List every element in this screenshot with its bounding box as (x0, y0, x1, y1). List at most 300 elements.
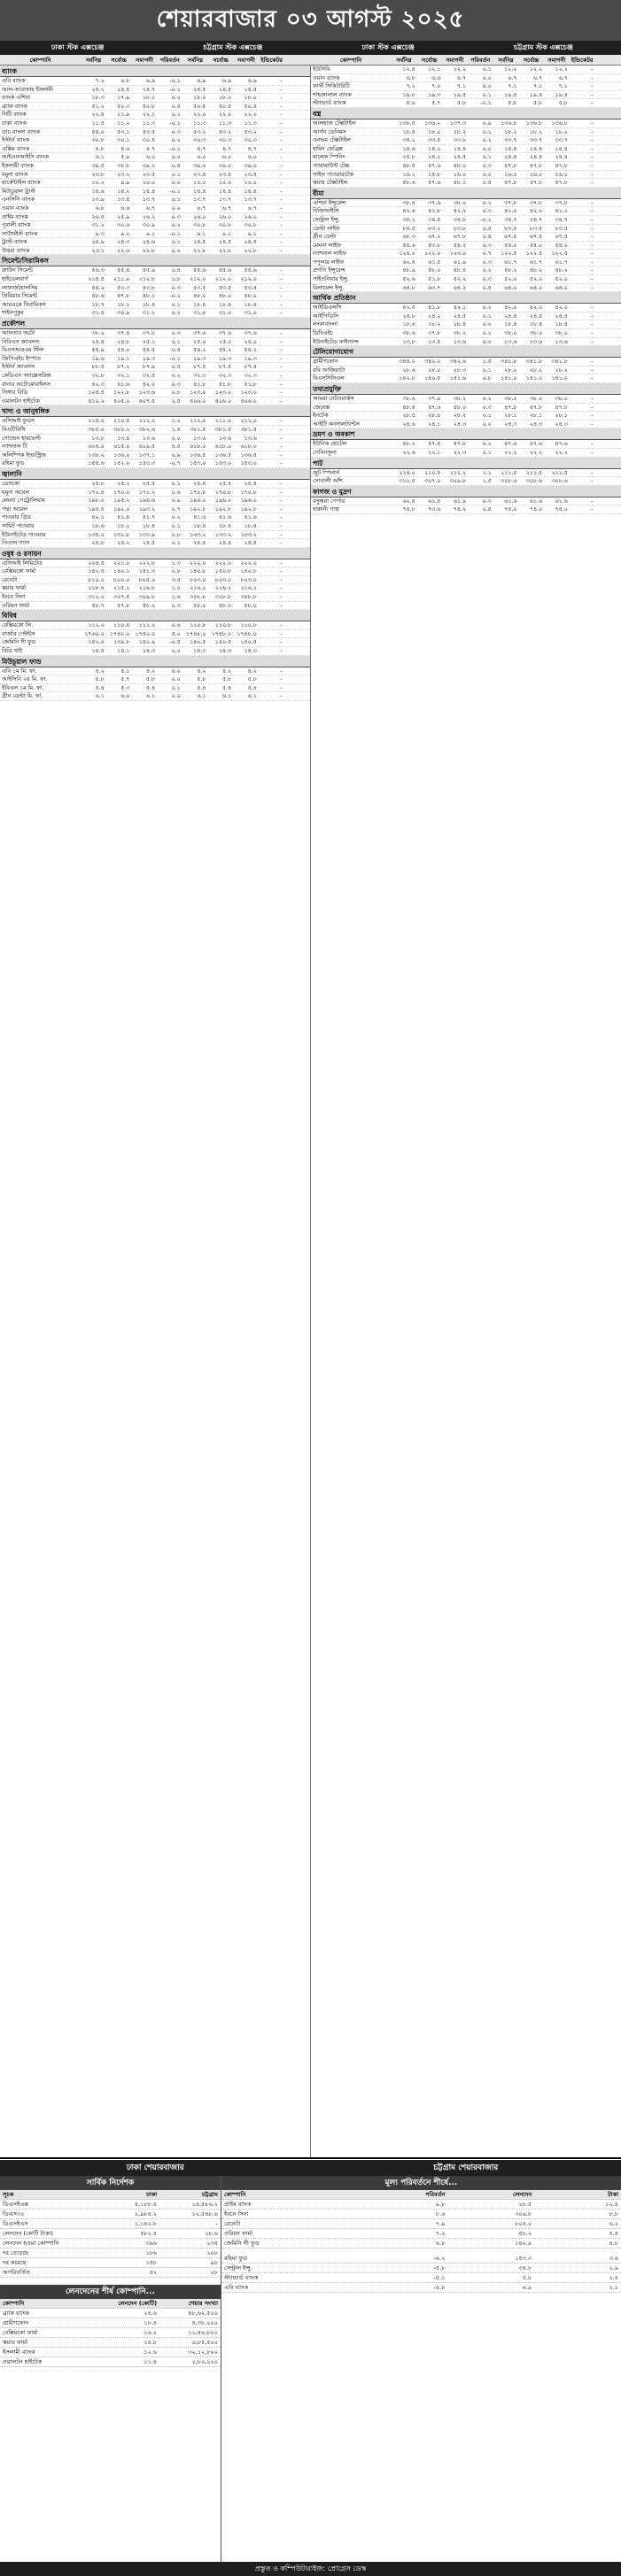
company-name: শাহজালাল ব্যাংক (313, 91, 352, 98)
price-cell: ০.১ (171, 540, 181, 547)
price-cell: ২৮.১ (504, 413, 517, 420)
price-cell: ১৪০.৫ (240, 639, 257, 646)
price-cell: ২৩.৪ (218, 171, 232, 178)
price-cell: ০.০ (482, 83, 492, 90)
company-name: এনভয় টেক্সটাইল (313, 137, 351, 144)
price-cell: ২১৫.২ (113, 585, 130, 592)
price-cell: - (591, 100, 594, 107)
price-cell: ১৯.৩ (244, 355, 257, 362)
price-cell: ১২.২ (504, 66, 517, 73)
mini-table-row (221, 2210, 621, 2219)
price-cell: ৬৪.৮ (402, 284, 415, 291)
price-cell: - (591, 413, 594, 420)
price-cell: ৩৪১.৮ (525, 359, 543, 366)
price-cell: ১৩৬.২ (424, 120, 441, 127)
price-cell: ১৩.৬ (193, 435, 206, 442)
price-cell: - (280, 540, 283, 547)
price-cell: ২৪.৪ (504, 154, 517, 161)
col-close: সমাপনী (135, 57, 153, 64)
company-name: বিজিআইসি (313, 208, 339, 215)
price-cell: ৩০৮.৮ (240, 594, 257, 601)
company-name: জেমিনি সী ফুড (2, 639, 36, 646)
price-cell: - (280, 418, 283, 425)
price-cell: ৪৭.৮ (555, 404, 568, 411)
price-cell: ৫৪.০ (117, 347, 130, 354)
company-name: ডাচ-বাংলা ব্যাংক (2, 128, 40, 135)
price-cell: ১২৪.০ (399, 251, 415, 258)
price-cell: ৮০৩.০ (240, 576, 257, 583)
price-cell: ৪৮.২ (504, 267, 517, 274)
price-cell: ৪২.০ (555, 208, 568, 215)
price-cell: ৪৮.৪ (402, 404, 415, 411)
price-cell: ৬১৮.০ (190, 443, 206, 451)
price-cell: ৪৭.৮ (504, 162, 517, 169)
mini-cell: ১৫৮ (145, 2259, 158, 2266)
price-cell: ২৫.০ (244, 338, 257, 345)
table-row (0, 576, 310, 585)
price-cell: ৩৭.৮ (555, 199, 568, 206)
price-cell: ১৩৬.৮ (501, 120, 517, 127)
price-cell: ৪.২ (247, 667, 257, 675)
price-cell: ১২২.৫ (501, 251, 517, 258)
price-cell: ৩৭.৬ (193, 330, 206, 337)
price-cell: ৪১.৮ (218, 381, 232, 388)
price-cell: ৭.১ (532, 83, 543, 90)
price-cell: ২৪.৪ (193, 540, 206, 547)
price-cell: ৪.৫ (171, 443, 181, 451)
table-row (0, 426, 310, 435)
price-cell: ২৪.৪ (529, 154, 543, 161)
price-cell: ৪.৭ (247, 145, 257, 152)
price-cell: ৬.৮ (406, 74, 415, 81)
price-cell: ৭৪.০ (529, 506, 543, 513)
price-cell: ১৩৯.৮ (113, 639, 130, 646)
table-row (311, 99, 621, 108)
price-cell: ৪৭.৮ (529, 162, 543, 169)
col-high: সর্বোচ্চ (213, 57, 229, 64)
mini-cell: ১০৮ (206, 2249, 218, 2256)
price-cell: ১৯২.০ (113, 505, 130, 513)
price-cell: ২৪.৩ (529, 420, 543, 428)
price-cell: ১৪০.৮ (214, 568, 232, 575)
price-cell: ৫৪.২ (244, 347, 257, 354)
price-cell: ২২.০ (244, 112, 257, 119)
price-cell: ২৪.৫ (117, 86, 130, 93)
price-cell: -০.২ (169, 293, 181, 300)
table-row (311, 338, 621, 347)
price-tables (0, 66, 621, 2159)
price-cell: ৪৭.৮ (555, 162, 568, 169)
table-row (311, 120, 621, 128)
company-name: ব্র্যাক ব্যাংক (2, 103, 27, 110)
price-cell: ৬১.৫ (428, 258, 441, 266)
price-cell: ১৪.৫ (91, 648, 105, 655)
company-name: ডেল্টা লাইফ (313, 225, 340, 232)
mini-cell: ১১,৪৬,৮০০ (188, 2329, 218, 2336)
price-cell: ৪২.০ (142, 381, 156, 388)
table-row (0, 602, 310, 611)
price-cell: ৪.২ (145, 667, 156, 675)
price-cell: ০.১ (171, 239, 181, 246)
company-name: গ্রীন ডেল্টা মি. ফা. (2, 693, 43, 700)
price-cell: ৪৮.১ (142, 293, 156, 300)
price-cell: ৫৩.৮ (142, 284, 156, 291)
table-row (311, 505, 621, 514)
price-cell: ১.৫ (482, 359, 492, 366)
mini-cell: ২৮ (210, 2269, 218, 2276)
price-cell: - (280, 684, 283, 691)
price-cell: ২৪.৪ (504, 312, 517, 320)
price-cell: ২৮.২ (453, 413, 467, 420)
price-cell: ৮৩.৫ (529, 225, 543, 232)
price-cell: -০.৭ (169, 460, 181, 467)
company-name: ইউনাইটেড ফাইন্যান্স (313, 338, 359, 345)
price-cell: ৩০৮.৬ (501, 478, 517, 485)
price-cell: ৪২.১ (91, 514, 105, 521)
price-cell: ১৮.৪ (244, 522, 257, 529)
price-cell: ২২২.০ (214, 559, 232, 567)
table-row (311, 136, 621, 145)
price-cell: ২৫.৪ (218, 480, 232, 487)
price-cell: ১৩৩.২ (190, 531, 206, 538)
price-cell: ৬৮.৩ (402, 234, 415, 241)
price-cell: ০.১ (171, 301, 181, 308)
company-name: আইপিডিসি (313, 312, 339, 320)
mini-cell: ডিএস৩০ (3, 2210, 25, 2217)
table-row (0, 480, 310, 489)
price-cell: - (591, 497, 594, 505)
company-name: ইনটেক (313, 413, 329, 420)
price-cell: ১৮.১ (142, 95, 156, 102)
price-cell: ২২.২ (504, 449, 517, 456)
price-cell: ০.০ (171, 648, 181, 655)
price-cell: ১৩৬.০ (113, 451, 130, 459)
price-cell: ২৮.১ (529, 413, 543, 420)
sector-heading (311, 486, 621, 497)
company-name: রহিমা ফুড (2, 460, 25, 467)
price-cell: - (591, 145, 594, 152)
header-cell: পরিবর্তন (425, 2191, 446, 2198)
mini-cell: ৬.৮ (435, 2240, 446, 2247)
company-name: ইস্টার্ন ক্যাবলস (2, 364, 35, 371)
price-cell: ৫২.২ (453, 276, 467, 283)
price-cell: ৪৮.২ (555, 267, 568, 274)
price-cell: ০.৩ (482, 276, 492, 283)
index-panel (0, 2176, 221, 2576)
col-company: কোম্পানি (29, 57, 51, 64)
price-cell: ১৩.৭ (218, 197, 232, 204)
price-cell: ২৫.০ (193, 338, 206, 345)
mini-cell: ১,৯৮৪.২ (134, 2210, 158, 2217)
col-indicator: ইন্ডিকেটর (260, 57, 283, 64)
price-cell: ৬১.৭ (529, 258, 543, 266)
price-cell: ১৭১.২ (138, 489, 156, 496)
price-cell: ৩১.০ (218, 310, 232, 317)
price-cell: ৫৫.৪ (117, 267, 130, 274)
price-cell: ০.১ (482, 449, 492, 456)
price-cell: - (591, 284, 594, 291)
table-row (0, 86, 310, 95)
price-cell: ০.১ (171, 480, 181, 487)
price-cell: ৫.৮ (221, 676, 232, 683)
price-cell: ৩৩.৭ (555, 137, 568, 144)
mini-cell: ৯.৮ (435, 2201, 446, 2208)
price-cell: ৪৮.০ (453, 162, 467, 169)
table-row (311, 233, 621, 242)
price-cell: ৭৪.২ (453, 506, 467, 513)
price-cell: ৩৮.০ (504, 330, 517, 337)
price-cell: ১২৩.০ (240, 389, 257, 397)
price-cell: ২৪.৯ (91, 239, 105, 246)
price-cell: ১৪.৩ (142, 648, 156, 655)
price-cell: - (280, 355, 283, 362)
price-cell: ৩০৮.৬ (525, 478, 543, 485)
price-cell: ২৬.০ (244, 213, 257, 220)
table-row (311, 216, 621, 225)
table-row (311, 258, 621, 267)
price-cell: - (280, 489, 283, 496)
price-cell: ৮৩.৫ (504, 225, 517, 232)
price-cell: ৩৮.৬ (402, 330, 415, 337)
price-cell: - (591, 375, 594, 382)
sector-label: টেলিযোগাযোগ (313, 348, 353, 357)
price-cell: - (280, 480, 283, 487)
price-cell: - (280, 120, 283, 127)
table-row (0, 630, 310, 639)
price-cell: - (591, 305, 594, 312)
price-cell: ৪.৭ (197, 145, 206, 152)
sector-heading (311, 346, 621, 358)
price-cell: ৬৭.২ (428, 234, 441, 241)
sector-label: মিউচুয়াল ফান্ড (2, 657, 42, 666)
company-name: বিএটিবিসি (2, 426, 26, 433)
price-cell: ১০.২ (91, 180, 105, 187)
sector-label: বস্ত্র (313, 109, 322, 118)
price-cell: ৫৭.৮ (504, 180, 517, 187)
price-cell: ৯.৩ (95, 230, 105, 237)
company-name: বিএসসিসিএল (313, 375, 345, 382)
price-cell: ৭৪.৮ (402, 506, 415, 513)
price-cell: ৪৮.০ (193, 293, 206, 300)
price-cell: ৬.৭ (247, 204, 257, 212)
mini-cell: ৬.২ (609, 2220, 618, 2227)
price-cell: ৩৪১.৮ (501, 359, 517, 366)
price-cell: ১৯৮.০ (88, 497, 105, 505)
price-cell: ৪৭.৬ (555, 441, 568, 448)
price-cell: ৬.০ (247, 154, 257, 161)
company-name: রানার অটোমোবাইলস (2, 381, 50, 388)
price-cell: ৬৪.০ (504, 284, 517, 291)
mini-table-header (221, 2190, 621, 2200)
price-cell: ১৯.৩ (218, 355, 232, 362)
price-cell: ২৮.০ (428, 366, 441, 374)
price-cell: ৫৪.৯ (91, 347, 105, 354)
price-cell: ১২.২ (453, 66, 467, 73)
price-cell: - (591, 162, 594, 169)
mini-cell: রেনেটা (224, 2220, 241, 2227)
price-cell: ১৩৩.২ (240, 531, 257, 538)
price-cell: ২২.৬ (117, 247, 130, 254)
price-cell: ১৮.৪ (142, 522, 156, 529)
price-cell: ১৮.২ (504, 128, 517, 135)
turnover-title: লেনদেনের শীর্ষ কোম্পানি... (0, 2285, 221, 2299)
table-row (0, 647, 310, 656)
price-cell: ৬১.৯ (453, 258, 467, 266)
price-cell: ০.২ (171, 514, 181, 521)
col-high: সর্বোচ্চ (421, 57, 438, 64)
company-name: পেনিনসুলা (313, 449, 337, 456)
price-cell: ২২.৮ (193, 247, 206, 254)
price-cell: ১৭৬০.০ (84, 630, 105, 637)
mini-cell: রহিমা ফুড (224, 2255, 247, 2262)
price-cell: - (591, 251, 594, 258)
price-cell: ১৪০.৮ (240, 568, 257, 575)
gainers-table (221, 2190, 621, 2248)
price-cell: ৩৮২.৬ (138, 426, 156, 433)
company-name: গোল্ডেন হারভেস্ট (2, 435, 41, 442)
price-cell: ০.৬ (171, 622, 181, 629)
price-cell: - (591, 469, 594, 476)
mini-cell: বেক্সিমকো ফার্মা (3, 2329, 38, 2336)
mini-cell: প্রাইম ব্যাংক (224, 2201, 252, 2208)
price-cell: - (280, 162, 283, 169)
table-row (0, 221, 310, 230)
price-cell: ৫৭.৮ (117, 602, 130, 609)
price-cell: ৩০.৪ (142, 137, 156, 144)
price-cell: ১৮.৩ (91, 95, 105, 102)
price-cell: - (280, 381, 283, 388)
price-table-right (311, 66, 621, 2157)
price-cell: ২৪.৪ (529, 312, 543, 320)
price-cell: ৫০.৮ (142, 103, 156, 110)
price-cell: ৫.৮ (456, 100, 467, 107)
price-cell: ০.৯ (171, 497, 181, 505)
price-cell: ৫৩.৫ (193, 284, 206, 291)
price-cell: - (280, 443, 283, 451)
price-cell: - (591, 225, 594, 232)
price-cell: -০.১ (480, 100, 492, 107)
price-cell: ২১৪.৫ (88, 276, 105, 283)
price-cell: - (280, 213, 283, 220)
price-cell: ২১২.২ (138, 418, 156, 425)
price-cell: ০.৩ (171, 128, 181, 135)
price-cell: ৩০.৮ (91, 137, 105, 144)
company-name: গ্রীন ডেল্টা (313, 234, 337, 241)
price-cell: ৪.২ (197, 667, 206, 675)
table-row (311, 329, 621, 338)
table-row (0, 451, 310, 460)
price-cell: ০.১ (482, 66, 492, 73)
price-cell: ৩৯.২ (142, 162, 156, 169)
price-cell: ১৫২.০ (113, 460, 130, 467)
price-cell: ১৪১.৬ (449, 375, 467, 382)
price-cell: ০.৪ (171, 347, 181, 354)
price-cell: ৫৪.০ (91, 128, 105, 135)
price-cell: ১৯৩.২ (138, 505, 156, 513)
price-cell: ৩২.৮ (91, 373, 105, 379)
mini-cell: ১,১৪২.৮ (134, 2220, 158, 2227)
price-cell: ৩৭.৪ (117, 330, 130, 337)
price-cell: ৩১.২ (91, 222, 105, 229)
price-cell: - (591, 199, 594, 206)
price-cell: ১১২.০ (88, 622, 105, 629)
price-cell: ১৪.৬ (402, 145, 415, 152)
price-cell: ১৯৬.৬ (138, 497, 156, 505)
price-cell: ০.০ (171, 435, 181, 442)
price-cell: - (280, 676, 283, 683)
price-cell: ১৩৬.৫ (190, 451, 206, 459)
table-row (0, 531, 310, 540)
price-cell: ০.০ (171, 676, 181, 683)
price-cell: ১৪.৪ (244, 188, 257, 195)
price-cell: -০.১ (169, 230, 181, 237)
price-cell: ৪২.০ (529, 305, 543, 312)
col-close: সমাপনী (446, 57, 464, 64)
price-cell: ৫৮.২ (142, 602, 156, 609)
price-cell: - (280, 389, 283, 397)
price-cell: ২৪.৭ (142, 86, 156, 93)
price-cell: - (280, 301, 283, 308)
price-cell: ৩২.৫ (142, 373, 156, 379)
company-name: এক্সিম ব্যাংক (2, 145, 29, 152)
mini-cell: ৬.৯ (522, 2284, 532, 2291)
price-cell: ৪১.৮ (193, 381, 206, 388)
price-cell: ৫০.৩ (117, 103, 130, 110)
price-cell: ৩১.০ (244, 310, 257, 317)
price-cell: ৩৩.৭ (504, 137, 517, 144)
price-cell: ৬১.৯ (453, 497, 467, 505)
company-name: সাইফ পাওয়ারটেক (313, 171, 353, 178)
table-row (311, 66, 621, 74)
price-cell: ১১০.৮ (190, 622, 206, 629)
price-cell: ২১৬.৮ (138, 585, 156, 592)
price-cell: ৫৭.৮ (555, 180, 568, 187)
price-cell: ৬১.৬ (504, 497, 517, 505)
price-cell: ৬৪.০ (529, 284, 543, 291)
price-cell: ১৬.২ (402, 171, 415, 178)
company-name: আইএফআইসি ব্যাংক (2, 154, 49, 161)
header-cell: লেনদেন (কোটি) (118, 2300, 158, 2307)
company-name: আমরা নেটওয়ার্কস (313, 396, 354, 402)
price-cell: ২৬.০ (193, 213, 206, 220)
price-cell: ১৮.৪ (402, 128, 415, 135)
mini-cell: ইসলামী ব্যাংক (3, 2348, 35, 2356)
price-cell: ০.০ (171, 693, 181, 700)
price-cell: ৫২.০ (504, 276, 517, 283)
mini-cell: সেন্ট্রাল ইন্সু. (224, 2264, 252, 2271)
price-cell: ৩১.২ (142, 310, 156, 317)
company-name: ইসলামী ব্যাংক (2, 162, 34, 169)
price-cell: ৩০.৩ (244, 137, 257, 144)
price-cell: ১৫৩.০ (240, 460, 257, 467)
price-cell: ২৫.৫ (142, 480, 156, 487)
price-cell: ২১১.০ (214, 418, 232, 425)
price-cell: - (591, 234, 594, 241)
mini-table-row (0, 2309, 221, 2318)
header-cell: কোম্পানি (224, 2191, 246, 2198)
price-cell: ৩৪.৮ (453, 216, 467, 223)
price-cell: ৩০৮.৮ (214, 594, 232, 601)
price-cell: ৩০.৯ (142, 222, 156, 229)
price-cell: - (280, 397, 283, 405)
price-cell: ০.২ (482, 199, 492, 206)
price-cell: ৩৪২.৬ (449, 359, 467, 366)
company-name: ব্যাংক এশিয়া (2, 95, 31, 102)
price-cell: ২৮.৩ (453, 366, 467, 374)
company-name: সোনালী আঁশ (313, 478, 343, 485)
price-cell: ৩২.৩ (193, 373, 206, 379)
price-cell: ৩৪.২ (402, 137, 415, 144)
